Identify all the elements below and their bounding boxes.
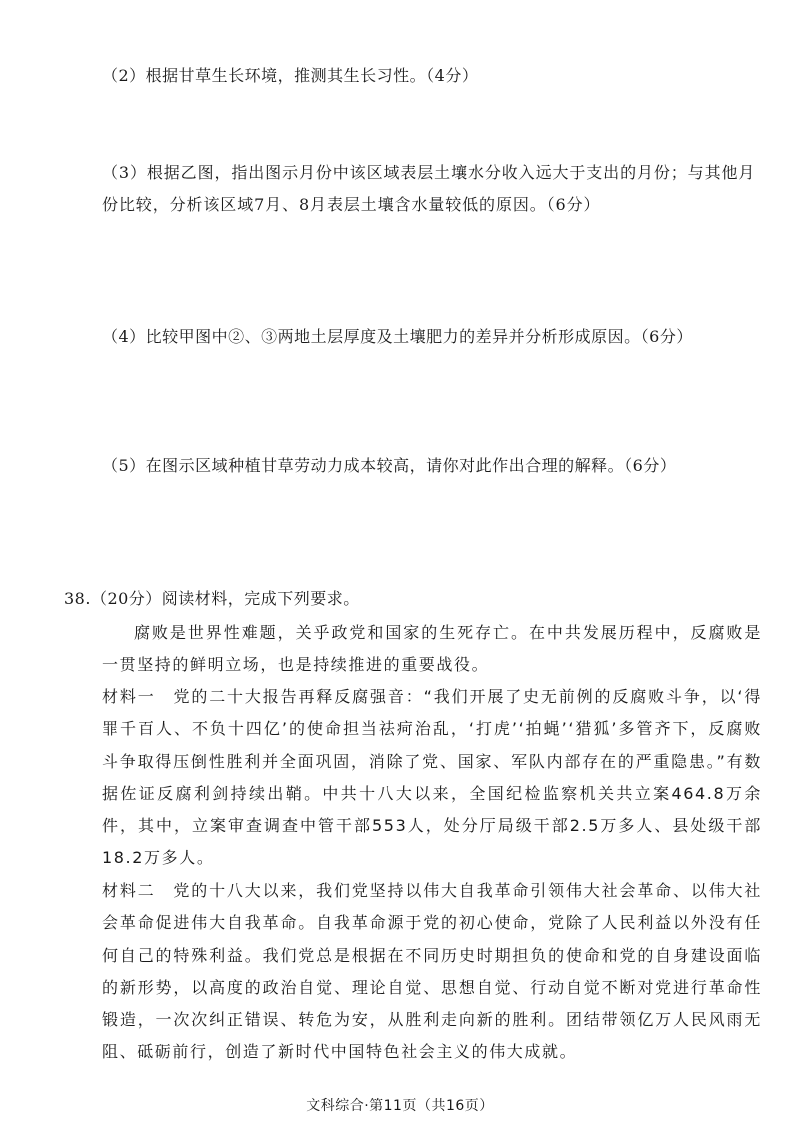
question-4: （4）比较甲图中②、③两地土层厚度及土壤肥力的差异并分析形成原因。（6分） bbox=[102, 327, 693, 346]
question-38-intro: 腐败是世界性难题，关乎政党和国家的生死存亡。在中共发展历程中，反腐败是一贯坚持的鲜明立场，也是持续推进的重要战役。 bbox=[102, 623, 762, 675]
page-footer: 文科综合·第11页（共16页） bbox=[306, 1098, 494, 1114]
material-one: 材料一 党的二十大报告再释反腐强音：“我们开展了史无前例的反腐败斗争，以‘得罪千百人、不负十四亿’的使命担当祛疴治乱，‘打虎’‘拍蝇’‘猎狐’多管齐下，反腐败斗争取得压倒性胜利并全面巩固，消除了党、国家、军队内部存在的严重隐患。”有数据佐证反腐利剑持续出鞘。中共十八大以来，全国纪检监察机关共立案464.8万余件，其中，立案审查调查中管干部553人，处分厅局级干部2.5万多人、县处级干部18.2万多人。 bbox=[102, 687, 762, 868]
material-two: 材料二 党的十八大以来，我们党坚持以伟大自我革命引领伟大社会革命、以伟大社会革命促进伟大自我革命。自我革命源于党的初心使命，党除了人民利益以外没有任何自己的特殊利益。我们党总是根据在不同历史时期担负的使命和党的自身建设面临的新形势，以高度的政治自觉、理论自觉、思想自觉、行动自觉不断对党进行革命性锻造，一次次纠正错误、转危为安，从胜利走向新的胜利。团结带领亿万人民风雨无阻、砥砺前行，创造了新时代中国特色社会主义的伟大成就。 bbox=[102, 881, 762, 1062]
question-38-header: 38.（20分）阅读材料，完成下列要求。 bbox=[64, 589, 360, 608]
question-5: （5）在图示区域种植甘草劳动力成本较高，请你对此作出合理的解释。（6分） bbox=[102, 456, 677, 475]
question-2: （2）根据甘草生长环境，推测其生长习性。（4分） bbox=[102, 66, 479, 85]
question-3: （3）根据乙图，指出图示月份中该区域表层土壤水分收入远大于支出的月份；与其他月份比较，分析该区域7月、8月表层土壤含水量较低的原因。（6分） bbox=[102, 163, 756, 214]
